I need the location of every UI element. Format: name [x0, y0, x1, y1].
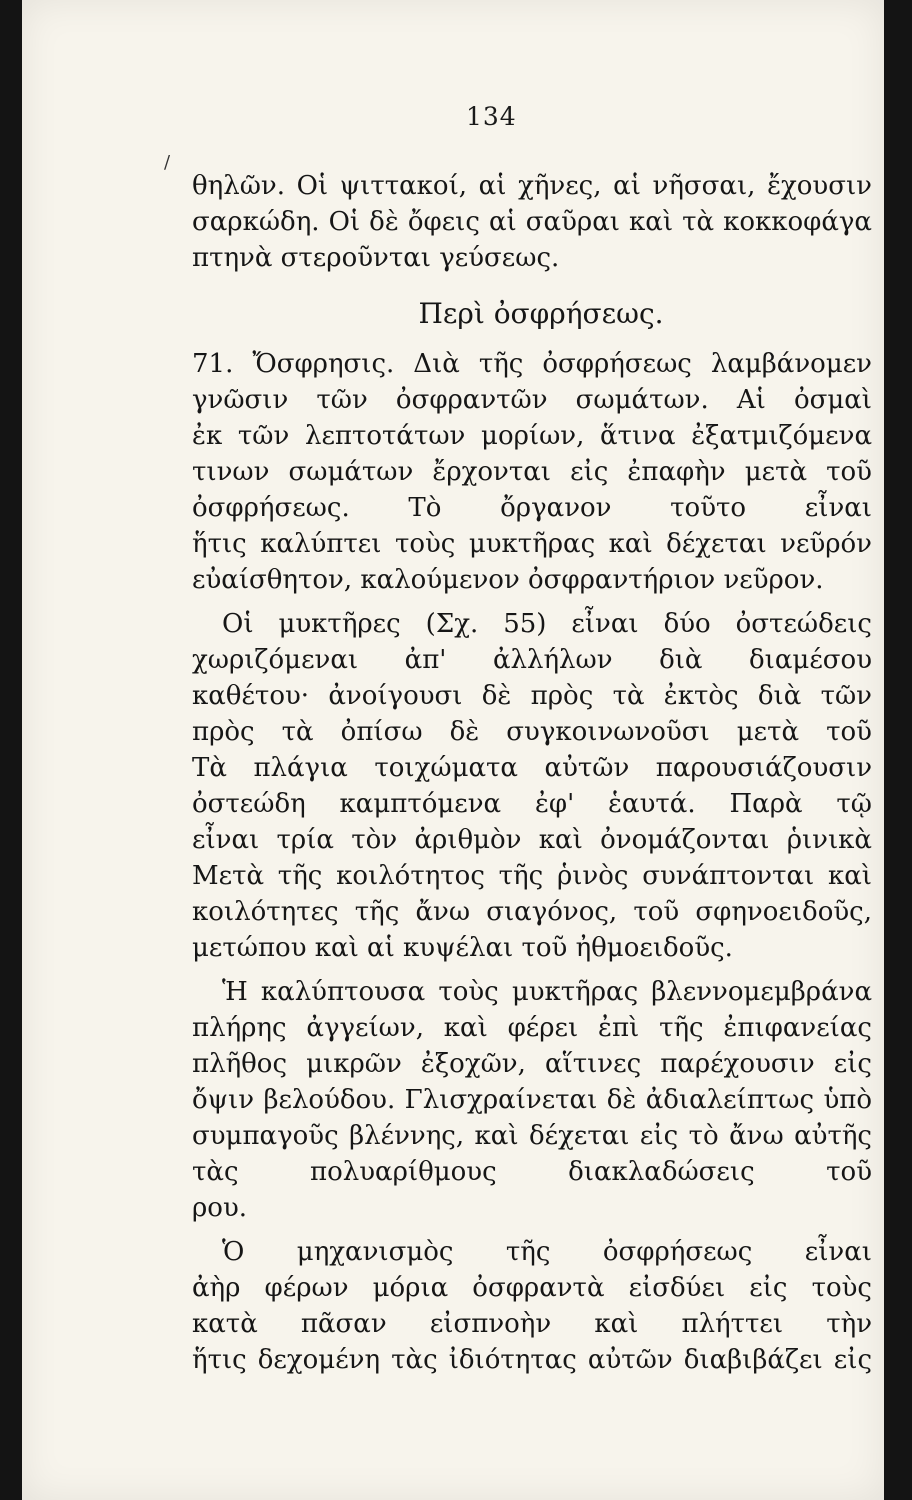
text-line: πρὸς τὰ ὀπίσω δὲ συγκοινωνοῦσι μετὰ τοῦ [192, 717, 872, 747]
text-line: Μετὰ τῆς κοιλότητος τῆς ῥινὸς συνάπτονται καὶ [192, 861, 872, 891]
text-line: τινων σωμάτων ἔρχονται εἰς ἐπαφὴν μετὰ τοῦ [192, 457, 872, 487]
text-line: ἀὴρ φέρων μόρια ὀσφραντὰ εἰσδύει εἰς τοὺς [192, 1273, 872, 1303]
margin-mark: / [164, 152, 171, 173]
text-line: εἶναι τρία τὸν ἀριθμὸν καὶ ὀνομάζονται ῥινικὰ [192, 825, 872, 855]
text-line: κατὰ πᾶσαν εἰσπνοὴν καὶ πλήττει τὴν [192, 1309, 872, 1339]
page-text [192, 168, 872, 1378]
text-line: ἥτις καλύπτει τοὺς μυκτῆρας καὶ δέχεται νεῦρόν [192, 529, 872, 559]
text-line: κοιλότητες τῆς ἄνω σιαγόνος, τοῦ σφηνοειδοῦς, [192, 897, 872, 927]
text-line: τὰς πολυαρίθμους διακλαδώσεις τοῦ [192, 1157, 872, 1187]
text-line: Ἡ καλύπτουσα τοὺς μυκτῆρας βλεννομεμβράνα [222, 977, 872, 1007]
text-line: μετώπου καὶ αἱ κυψέλαι τοῦ ἠθμοειδοῦς. [192, 933, 733, 963]
text-line: πλήρης ἀγγείων, καὶ φέρει ἐπὶ τῆς ἐπιφανείας [192, 1013, 872, 1043]
text-line: εὐαίσθητον, καλούμενον ὀσφραντήριον νεῦρον. [192, 565, 824, 595]
text-line: ἥτις δεχομένη τὰς ἰδιότητας αὐτῶν διαβιβάζει εἰς [192, 1345, 872, 1375]
text-line: Τὰ πλάγια τοιχώματα αὐτῶν παρουσιάζουσιν [192, 753, 872, 783]
text-line: γνῶσιν τῶν ὀσφραντῶν σωμάτων. Αἱ ὀσμαὶ [192, 385, 872, 415]
page-number: 134 [466, 102, 517, 131]
text-line: Οἱ μυκτῆρες (Σχ. 55) εἶναι δύο ὀστεώδεις [222, 609, 872, 639]
text-line: Ὁ μηχανισμὸς τῆς ὀσφρήσεως εἶναι [222, 1237, 872, 1267]
section-heading: Περὶ ὀσφρήσεως. [418, 297, 664, 330]
text-line: ρου. [192, 1193, 248, 1223]
text-line: ὄψιν βελούδου. Γλισχραίνεται δὲ ἀδιαλείπτως ὑπὸ [192, 1085, 872, 1115]
text-line: 71. Ὄσφρησις. Διὰ τῆς ὀσφρήσεως λαμβάνομεν [192, 349, 872, 379]
text-line: συμπαγοῦς βλέννης, καὶ δέχεται εἰς τὸ ἄνω αὐτῆς [192, 1121, 872, 1151]
text-line: πλῆθος μικρῶν ἐξοχῶν, αἵτινες παρέχουσιν εἰς [192, 1049, 872, 1079]
text-line: καθέτου· ἀνοίγουσι δὲ πρὸς τὰ ἐκτὸς διὰ τῶν [192, 681, 872, 711]
text-line: θηλῶν. Οἱ ψιττακοί, αἱ χῆνες, αἱ νῆσσαι, ἔχουσιν [192, 171, 872, 201]
text-line: ὀσφρήσεως. Τὸ ὄργανον τοῦτο εἶναι [192, 493, 872, 523]
text-line: σαρκώδη. Οἱ δὲ ὄφεις αἱ σαῦραι καὶ τὰ κοκκοφάγα [192, 207, 872, 237]
text-line: χωριζόμεναι ἀπ' ἀλλήλων διὰ διαμέσου [192, 645, 872, 675]
text-line: πτηνὰ στεροῦνται γεύσεως. [192, 243, 560, 273]
text-line: ἐκ τῶν λεπτοτάτων μορίων, ἅτινα ἐξατμιζόμενα [192, 421, 872, 451]
book-page [22, 0, 884, 1500]
text-line: ὀστεώδη καμπτόμενα ἐφ' ἑαυτά. Παρὰ τῷ [192, 789, 872, 819]
